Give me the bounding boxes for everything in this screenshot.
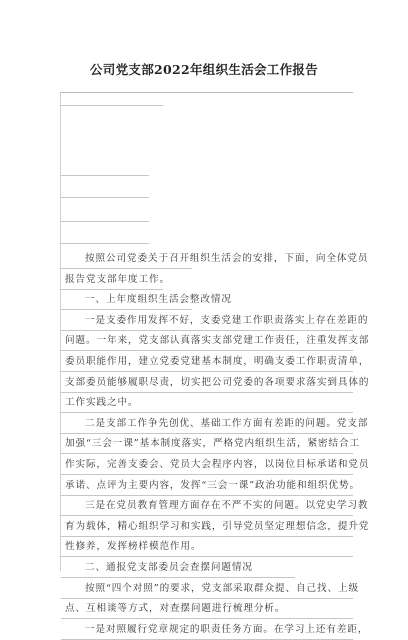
ruled-line [61, 175, 149, 176]
paragraph-line: 一是对照履行党章规定的职责任务方面。在学习上还有差距， [85, 623, 369, 635]
paragraph-line: 支部委员能够履职尽责，切实把公司党委的各项要求落实到具体的 [65, 376, 370, 388]
paragraph-line: 委员职能作用，建立党委党建基本制度，明确支委工作职责清单， [65, 356, 370, 367]
ruled-line [61, 197, 149, 198]
document-title: 公司党支部2022年组织生活会工作报告 [90, 62, 318, 77]
paragraph-line: 二、通报党支部委员会查摆问题情况 [85, 562, 253, 573]
ruled-line [61, 243, 149, 244]
paragraph-line: 按照公司党委关于召开组织生活会的安排，下面，向全体党员 [85, 253, 369, 264]
document-body [60, 92, 370, 635]
paragraph-line: 加强“三会一课”基本制度落实，严格党内组织生活，紧密结合工 [65, 438, 360, 450]
paragraph-line: 三是在党员教育管理方面存在不严不实的问题。以党史学习教 [85, 500, 369, 512]
paragraph-line: 工作实践之中。 [65, 397, 139, 409]
paragraph-line: 报告党支部年度工作。 [65, 273, 170, 285]
ruled-line [61, 221, 149, 222]
paragraph-line: 育为载体，精心组织学习和实践，引导党员坚定理想信念，提升党 [65, 520, 370, 532]
paragraph-line: 性修养，发挥榜样模范作用。 [65, 541, 202, 553]
paragraph-line: 作实际，完善支委会、党员大会程序内容，以岗位目标承诺和党员 [65, 459, 370, 470]
paragraph-line: 一、上年度组织生活会整改情况 [85, 294, 232, 306]
paragraph-line: 一是支委作用发挥不好，支委党建工作职责落实上存在差距的 [85, 314, 369, 326]
paragraph-line: 点、互相谈等方式，对查摆问题进行梳理分析。 [65, 603, 286, 615]
paragraph-line: 问题。一年来，党支部认真落实支部党建工作责任，注重发挥支部 [65, 335, 370, 347]
paragraph-line: 二是支部工作争先创优、基础工作方面有差距的问题。党支部 [85, 417, 369, 429]
paragraph-line: 承诺、点评为主要内容，发挥“三会一课”政治功能和组织优势。 [65, 479, 360, 491]
ruled-line [61, 105, 163, 106]
paragraph-line: 按照“四个对照”的要求，党支部采取群众提、自己找、上级 [85, 582, 359, 594]
